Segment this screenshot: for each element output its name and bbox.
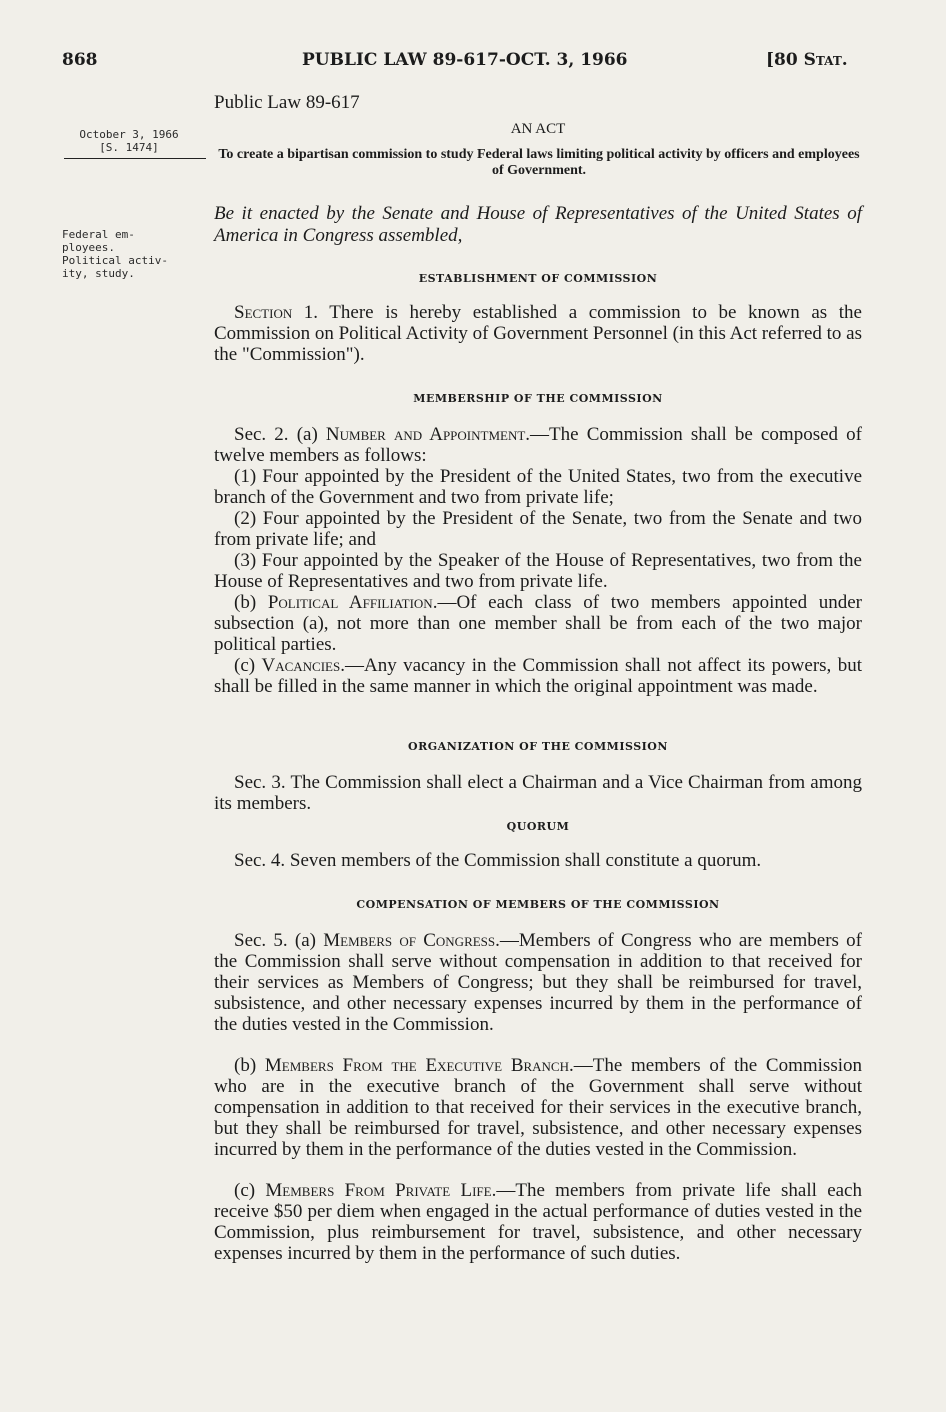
heading-compensation: COMPENSATION OF MEMBERS OF THE COMMISSION [356,898,720,911]
section-label: Section 1. [234,302,319,323]
running-head: PUBLIC LAW 89-617-OCT. 3, 1966 [302,50,628,70]
section-4: Sec. 4. Seven members of the Commission shall constitute a quorum. [234,850,762,871]
side-note-line: ployees. [62,241,115,254]
section-5b [214,1055,862,1160]
heading-membership: MEMBERSHIP OF THE COMMISSION [413,392,663,405]
side-note-line: Federal em- [62,228,135,241]
enactment-date: October 3, 1966 [79,128,179,141]
section-text: —The Commission shall be composed of twelve members as follows: [214,424,862,466]
clause-2a3: (3) Four appointed by the Speaker of the House of Representatives, two from the House of Representatives and two from private life. [214,550,862,592]
section-label: (b) [234,1055,265,1076]
section-text: —Of each class of two members appointed under subsection (a), not more than one member shall be from each of the two major political parties. [214,592,862,655]
section-5a [214,930,862,1035]
page-number: 868 [62,50,98,70]
section-1 [214,302,862,365]
subsection-caption: Members of Congress. [323,930,500,951]
volume-citation: [80 Stat. [766,50,848,70]
section-text: —Any vacancy in the Commission shall not affect its powers, but shall be filled in the same manner in which the original appointment was made. [214,655,862,697]
clause-2a2: (2) Four appointed by the President of the Senate, two from the Senate and two from private life; and [214,508,862,550]
margin-date-block [64,128,194,154]
section-text: —Members of Congress who are members of the Commission shall serve without compensation in addition to that received for their services as Members of Congress; but they shall be reimbursed for travel, subsistence, and other necessary expenses incurred by them in the performance of the duties vested in the Commission. [214,930,862,1035]
bill-number: [S. 1474] [99,141,159,154]
heading-organization: ORGANIZATION OF THE COMMISSION [408,740,668,753]
margin-divider [64,158,206,159]
side-note-line: ity, study. [62,267,135,280]
section-2b [214,592,862,655]
section-label: (b) [234,592,268,613]
section-3: Sec. 3. The Commission shall elect a Chairman and a Vice Chairman from among its members. [214,772,862,814]
subsection-caption: Number and Appointment. [325,424,531,445]
heading-quorum: QUORUM [506,820,570,833]
section-label: Sec. 2. (a) [234,424,326,445]
section-text: —The members of the Commission who are in the executive branch of the Government shall serve without compensation in addition to that received for their services in the executive branch, but they shall be reimbursed for travel, subsistence, and other necessary expenses incurred by them in the performance of the duties vested in the Commission. [214,1055,863,1160]
subsection-caption: Vacancies. [261,655,345,676]
side-note-line: Political activ- [62,254,168,267]
section-text: There is hereby established a commission to be known as the Commission on Political Activity of Government Personnel (in this Act referred to as the "Commission"). [214,302,863,365]
clause-2a1: (1) Four appointed by the President of the United States, two from the executive branch of the Government and two from private life; [214,466,862,508]
section-2c [214,655,862,697]
act-purpose: To create a bipartisan commission to study Federal laws limiting political activity by officers and employees of Government. [218,147,860,178]
act-title: AN ACT [510,121,566,137]
section-label: (c) [234,1180,266,1201]
section-label: Sec. 5. (a) [234,930,324,951]
margin-side-notes [62,228,202,280]
enacting-clause: Be it enacted by the Senate and House of Representatives of the United States of America in Congress assembled, [214,203,862,246]
subsection-caption: Members From the Executive Branch. [264,1055,574,1076]
public-law-title: Public Law 89-617 [214,92,360,113]
section-2a [214,424,862,466]
heading-establishment: ESTABLISHMENT OF COMMISSION [418,272,658,285]
subsection-caption: Political Affiliation. [267,592,438,613]
section-5c [214,1180,862,1264]
subsection-caption: Members From Private Life. [265,1180,497,1201]
section-text: —The members from private life shall each receive $50 per diem when engaged in the actual performance of duties vested in the Commission, plus reimbursement for travel, subsistence, and other necessary expenses incurred by them in the performance of such duties. [214,1180,862,1264]
section-label: (c) [234,655,262,676]
